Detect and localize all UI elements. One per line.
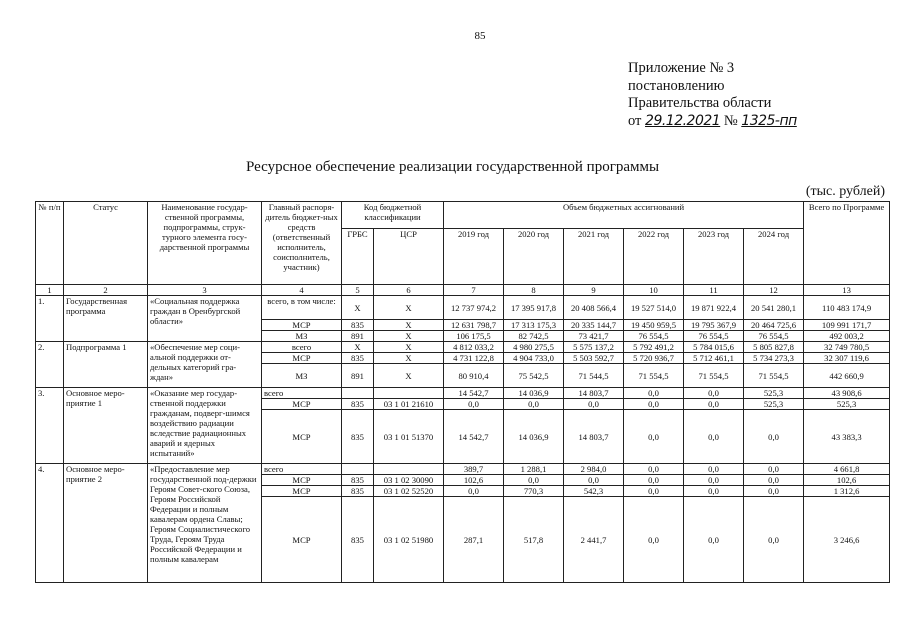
cell-value: 0,0 xyxy=(684,399,744,410)
number-prefix: № xyxy=(723,112,738,129)
row-manager: МСР xyxy=(262,353,342,364)
cell-total: 43 908,6 xyxy=(804,388,890,399)
table-row xyxy=(36,296,890,320)
col-num: 6 xyxy=(374,285,444,296)
row-manager: МСР xyxy=(262,475,342,486)
cell-total: 43 383,3 xyxy=(804,410,890,464)
cell-value: 71 554,5 xyxy=(624,364,684,388)
cell-value: 76 554,5 xyxy=(624,331,684,342)
row-csr: 03 1 02 30090 xyxy=(374,475,444,486)
row-grbs xyxy=(342,388,374,399)
col-num: 8 xyxy=(504,285,564,296)
cell-total: 4 661,8 xyxy=(804,464,890,475)
cell-value: 82 742,5 xyxy=(504,331,564,342)
cell-value: 5 734 273,3 xyxy=(744,353,804,364)
cell-value: 0,0 xyxy=(744,497,804,583)
cell-value: 525,3 xyxy=(744,399,804,410)
header-2021: 2021 год xyxy=(564,229,624,285)
header-2022: 2022 год xyxy=(624,229,684,285)
cell-value: 20 464 725,6 xyxy=(744,320,804,331)
col-num: 7 xyxy=(444,285,504,296)
cell-value: 4 731 122,8 xyxy=(444,353,504,364)
cell-total: 442 660,9 xyxy=(804,364,890,388)
row-grbs: 835 xyxy=(342,320,374,331)
cell-value: 2 441,7 xyxy=(564,497,624,583)
col-num: 9 xyxy=(564,285,624,296)
cell-value: 19 871 922,4 xyxy=(684,296,744,320)
row-manager: всего, в том числе: xyxy=(262,296,342,320)
header-status: Статус xyxy=(64,202,148,285)
cell-value: 12 631 798,7 xyxy=(444,320,504,331)
cell-total: 109 991 171,7 xyxy=(804,320,890,331)
cell-value: 75 542,5 xyxy=(504,364,564,388)
row-grbs: 835 xyxy=(342,486,374,497)
cell-value: 71 554,5 xyxy=(684,364,744,388)
table-row xyxy=(36,464,890,475)
cell-value: 80 910,4 xyxy=(444,364,504,388)
cell-value: 0,0 xyxy=(624,464,684,475)
cell-value: 389,7 xyxy=(444,464,504,475)
row-grbs: X xyxy=(342,342,374,353)
cell-value: 20 408 566,4 xyxy=(564,296,624,320)
row-manager: всего xyxy=(262,342,342,353)
header-manager: Главный распоря-дитель бюджет-ных средств (ответственный исполнитель, соисполнитель, участник) xyxy=(262,202,342,285)
cell-value: 5 805 827,8 xyxy=(744,342,804,353)
row-csr: 03 1 01 21610 xyxy=(374,399,444,410)
cell-value: 20 335 144,7 xyxy=(564,320,624,331)
cell-value: 542,3 xyxy=(564,486,624,497)
cell-value: 0,0 xyxy=(564,399,624,410)
row-csr: 03 1 02 52520 xyxy=(374,486,444,497)
row-manager: МЗ xyxy=(262,331,342,342)
row-manager: МСР xyxy=(262,486,342,497)
row-status: Основное меро-приятие 2 xyxy=(64,464,148,583)
col-num: 2 xyxy=(64,285,148,296)
handwritten-number: 1325-пп xyxy=(741,112,797,129)
col-num: 10 xyxy=(624,285,684,296)
row-csr: X xyxy=(374,342,444,353)
cell-value: 287,1 xyxy=(444,497,504,583)
row-csr xyxy=(374,464,444,475)
row-manager: МСР xyxy=(262,320,342,331)
cell-value: 1 288,1 xyxy=(504,464,564,475)
row-grbs: X xyxy=(342,296,374,320)
cell-value: 0,0 xyxy=(684,464,744,475)
cell-total: 110 483 174,9 xyxy=(804,296,890,320)
cell-value: 5 792 491,2 xyxy=(624,342,684,353)
col-num: 5 xyxy=(342,285,374,296)
cell-value: 0,0 xyxy=(624,399,684,410)
cell-value: 14 542,7 xyxy=(444,388,504,399)
cell-value: 76 554,5 xyxy=(684,331,744,342)
units-label: (тыс. рублей) xyxy=(805,184,885,199)
cell-value: 525,3 xyxy=(744,388,804,399)
row-csr xyxy=(374,388,444,399)
header-total: Всего по Программе xyxy=(804,202,890,285)
header-csr: ЦСР xyxy=(374,229,444,285)
row-grbs: 835 xyxy=(342,497,374,583)
page-number: 85 xyxy=(474,30,486,42)
cell-total: 102,6 xyxy=(804,475,890,486)
cell-value: 5 784 015,6 xyxy=(684,342,744,353)
row-name: «Социальная поддержка граждан в Оренбургской области» xyxy=(148,296,262,342)
row-manager: МЗ xyxy=(262,364,342,388)
cell-value: 770,3 xyxy=(504,486,564,497)
cell-value: 19 450 959,5 xyxy=(624,320,684,331)
cell-value: 0,0 xyxy=(504,399,564,410)
row-grbs: 835 xyxy=(342,399,374,410)
appendix-line-3: Правительства области xyxy=(628,95,772,111)
cell-value: 0,0 xyxy=(744,486,804,497)
cell-value: 0,0 xyxy=(684,410,744,464)
row-csr: 03 1 01 51370 xyxy=(374,410,444,464)
row-num: 3. xyxy=(36,388,64,464)
cell-value: 17 313 175,3 xyxy=(504,320,564,331)
col-num: 12 xyxy=(744,285,804,296)
cell-value: 5 712 461,1 xyxy=(684,353,744,364)
cell-value: 0,0 xyxy=(624,486,684,497)
row-status: Основное меро-приятие 1 xyxy=(64,388,148,464)
row-csr: X xyxy=(374,320,444,331)
col-num: 11 xyxy=(684,285,744,296)
cell-value: 71 554,5 xyxy=(744,364,804,388)
row-manager: МСР xyxy=(262,497,342,583)
row-status: Государственная программа xyxy=(64,296,148,342)
header-2020: 2020 год xyxy=(504,229,564,285)
cell-value: 0,0 xyxy=(684,475,744,486)
cell-value: 0,0 xyxy=(444,486,504,497)
cell-value: 0,0 xyxy=(744,464,804,475)
row-csr: X xyxy=(374,364,444,388)
cell-value: 19 527 514,0 xyxy=(624,296,684,320)
cell-value: 19 795 367,9 xyxy=(684,320,744,331)
cell-value: 0,0 xyxy=(624,410,684,464)
cell-value: 17 395 917,8 xyxy=(504,296,564,320)
cell-value: 20 541 280,1 xyxy=(744,296,804,320)
row-manager: МСР xyxy=(262,399,342,410)
appendix-line-1: Приложение № 3 xyxy=(628,60,735,76)
row-grbs: 835 xyxy=(342,353,374,364)
col-num: 4 xyxy=(262,285,342,296)
header-2019: 2019 год xyxy=(444,229,504,285)
row-grbs: 891 xyxy=(342,331,374,342)
cell-value: 0,0 xyxy=(444,399,504,410)
header-2024: 2024 год xyxy=(744,229,804,285)
cell-total: 3 246,6 xyxy=(804,497,890,583)
cell-value: 0,0 xyxy=(744,410,804,464)
cell-value: 4 980 275,5 xyxy=(504,342,564,353)
cell-value: 106 175,5 xyxy=(444,331,504,342)
table-row xyxy=(36,388,890,399)
cell-value: 73 421,7 xyxy=(564,331,624,342)
row-num: 4. xyxy=(36,464,64,583)
cell-value: 71 544,5 xyxy=(564,364,624,388)
row-manager: всего xyxy=(262,464,342,475)
header-volume: Объем бюджетных ассигнований xyxy=(444,202,804,229)
cell-value: 5 503 592,7 xyxy=(564,353,624,364)
document-title: Ресурсное обеспечение реализации государственной программы xyxy=(245,159,660,175)
col-num: 13 xyxy=(804,285,890,296)
cell-value: 4 904 733,0 xyxy=(504,353,564,364)
cell-value: 0,0 xyxy=(684,486,744,497)
row-name: «Оказание мер государ-ственной поддержки гражданам, подверг-шимся воздействию радиации вследствие радиационных аварий и ядерных испытаний» xyxy=(148,388,262,464)
row-manager: МСР xyxy=(262,410,342,464)
cell-value: 0,0 xyxy=(684,497,744,583)
header-2023: 2023 год xyxy=(684,229,744,285)
row-csr: 03 1 02 51980 xyxy=(374,497,444,583)
cell-total: 32 749 780,5 xyxy=(804,342,890,353)
cell-value: 517,8 xyxy=(504,497,564,583)
appendix-block xyxy=(628,60,797,130)
row-grbs: 835 xyxy=(342,475,374,486)
cell-total: 525,3 xyxy=(804,399,890,410)
header-grbs: ГРБС xyxy=(342,229,374,285)
col-num: 1 xyxy=(36,285,64,296)
row-csr: X xyxy=(374,331,444,342)
row-status: Подпрограмма 1 xyxy=(64,342,148,388)
row-name: «Обеспечение мер соци-альной поддержки от-дельных категорий гра-ждан» xyxy=(148,342,262,388)
row-csr: X xyxy=(374,353,444,364)
resource-table xyxy=(35,201,890,583)
row-grbs xyxy=(342,464,374,475)
row-manager: всего xyxy=(262,388,342,399)
header-name: Наименование государ-ственной программы, подпрограммы, струк-турного элемента госу-дарственной программы xyxy=(148,202,262,285)
cell-value: 0,0 xyxy=(624,497,684,583)
cell-value: 2 984,0 xyxy=(564,464,624,475)
date-prefix: от xyxy=(628,112,642,129)
cell-value: 0,0 xyxy=(564,475,624,486)
cell-value: 4 812 033,2 xyxy=(444,342,504,353)
cell-value: 0,0 xyxy=(504,475,564,486)
cell-value: 12 737 974,2 xyxy=(444,296,504,320)
cell-value: 0,0 xyxy=(624,388,684,399)
column-number-row xyxy=(36,285,890,296)
cell-value: 0,0 xyxy=(744,475,804,486)
cell-total: 32 307 119,6 xyxy=(804,353,890,364)
header-code: Код бюджетной классификации xyxy=(342,202,444,229)
table-row xyxy=(36,342,890,353)
cell-value: 102,6 xyxy=(444,475,504,486)
cell-value: 14 803,7 xyxy=(564,410,624,464)
cell-value: 5 720 936,7 xyxy=(624,353,684,364)
row-name: «Предоставление мер государственной под-держки Героям Совет-ского Союза, Героям Российской Федерации и полным кавалерам ордена Славы; Героям Социалистического Труда, Героям Труда Российской Федерации и полным кавалерам xyxy=(148,464,262,583)
cell-value: 76 554,5 xyxy=(744,331,804,342)
cell-value: 0,0 xyxy=(684,388,744,399)
cell-value: 14 803,7 xyxy=(564,388,624,399)
col-num: 3 xyxy=(148,285,262,296)
cell-value: 14 542,7 xyxy=(444,410,504,464)
row-num: 2. xyxy=(36,342,64,388)
cell-value: 14 036,9 xyxy=(504,410,564,464)
header-num: № п/п xyxy=(36,202,64,285)
cell-value: 14 036,9 xyxy=(504,388,564,399)
cell-total: 1 312,6 xyxy=(804,486,890,497)
row-csr: X xyxy=(374,296,444,320)
cell-value: 0,0 xyxy=(624,475,684,486)
row-grbs: 891 xyxy=(342,364,374,388)
handwritten-date: 29.12.2021 xyxy=(645,112,721,129)
cell-total: 492 003,2 xyxy=(804,331,890,342)
appendix-line-2: постановлению xyxy=(628,77,725,94)
row-grbs: 835 xyxy=(342,410,374,464)
appendix-date-line xyxy=(628,113,797,131)
row-num: 1. xyxy=(36,296,64,342)
cell-value: 5 575 137,2 xyxy=(564,342,624,353)
